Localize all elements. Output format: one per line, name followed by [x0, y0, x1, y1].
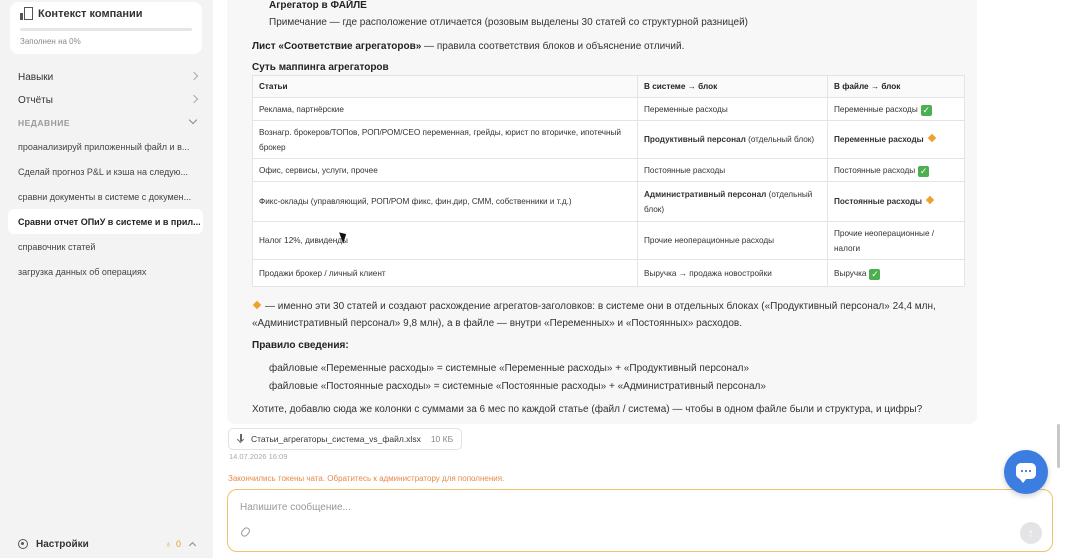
cell-system-text: (отдельный блок)	[644, 189, 813, 214]
cell-file-text: Переменные расходы	[834, 104, 918, 114]
recent-chat-item[interactable]: загрузка данных об операциях	[18, 266, 147, 277]
cell-system: Постоянные расходы	[638, 159, 828, 182]
column-header-file: В файле → блок	[828, 76, 965, 98]
scrollbar-thumb[interactable]	[1057, 424, 1060, 468]
recent-chat-item[interactable]: проанализируй приложенный файл и в...	[18, 141, 190, 152]
cell-article: Продажи брокер / личный клиент	[253, 260, 638, 287]
message-composer	[227, 489, 1053, 552]
building-icon	[20, 9, 31, 20]
support-chat-button[interactable]	[1004, 450, 1048, 494]
sheet-name: Лист «Соответствие агрегаторов»	[252, 41, 422, 52]
download-icon	[237, 434, 245, 444]
orange-diamond-icon	[253, 301, 261, 309]
cell-article: Фикс-оклады (управляющий, РОП/РОМ фикс, фин.дир, СММ, собственники и т.д.)	[253, 182, 638, 222]
recent-chat-item[interactable]: сравни документы в системе с докумен...	[18, 191, 192, 202]
table-header-row	[253, 76, 965, 98]
message-timestamp: 14.07.2026 16:09	[229, 452, 288, 461]
context-filled-text: Заполнен на 0%	[20, 37, 81, 46]
cell-file-text: Постоянные расходы	[834, 165, 916, 175]
sidebar-item-skills[interactable]	[0, 66, 213, 89]
orange-diamond-icon	[927, 134, 935, 142]
chevron-right-icon	[190, 95, 198, 103]
cell-file: Прочие неоперационные / налоги	[828, 222, 965, 260]
message-explanation	[252, 298, 967, 332]
chat-main	[213, 0, 1065, 558]
cell-system: Переменные расходы	[638, 98, 828, 121]
lightbulb-icon: ♁	[165, 539, 172, 549]
cell-system-bold: Административный персонал	[644, 189, 767, 199]
rule-line-variable: файловые «Переменные расходы» = системные «Переменные расходы» + «Продуктивный персонал»	[269, 363, 750, 374]
table-row	[253, 121, 965, 159]
chevron-down-icon	[189, 116, 197, 124]
cell-system-text: (отдельный блок)	[745, 135, 815, 144]
cell-file-text: Постоянные расходы	[834, 197, 923, 206]
attachment-download[interactable]	[228, 428, 462, 450]
gear-icon	[18, 539, 28, 549]
assistant-message	[227, 0, 977, 424]
settings-label: Настройки	[36, 538, 89, 550]
sidebar-item-reports[interactable]	[0, 89, 213, 112]
cell-file-text: Выручка	[834, 268, 867, 278]
chevron-up-icon	[189, 542, 196, 549]
table-row	[253, 182, 965, 222]
sidebar-item-label: Отчёты	[18, 95, 53, 106]
sidebar-nav	[0, 66, 213, 284]
recent-chat-item-active[interactable]: Сравни отчет ОПиУ в системе и в прил...	[8, 209, 203, 234]
recent-chat-item[interactable]: справочник статей	[18, 241, 96, 252]
cell-file	[828, 182, 965, 222]
recent-chat-item[interactable]: Сделай прогноз P&L и кэша на следую...	[18, 166, 189, 177]
column-header-system: В системе → блок	[638, 76, 828, 98]
cell-article: Налог 12%, дивиденды	[253, 222, 638, 260]
message-input[interactable]	[240, 499, 940, 515]
company-context-title	[20, 8, 192, 20]
cell-system-bold: Продуктивный персонал	[644, 135, 746, 144]
cell-file	[828, 121, 965, 159]
message-question: Хотите, добавлю сюда же колонки с суммами за 6 мес по каждой статье (файл / система) — чтобы в одном файле были и структура, и цифры?	[252, 404, 923, 415]
recent-section-header[interactable]	[0, 112, 213, 134]
company-context-label: Контекст компании	[38, 8, 143, 20]
send-button[interactable]: ↑	[1020, 522, 1042, 544]
cell-file	[828, 98, 965, 121]
cell-article: Вознагр. брокеров/ТОПов, РОП/РОМ/CEO переменная, грейды, юрист по вторичке, ипотечный брокер	[253, 121, 638, 159]
sidebar	[0, 0, 213, 558]
settings-button[interactable]	[18, 534, 198, 554]
sidebar-item-label: Навыки	[18, 72, 54, 83]
column-header-articles: Статьи	[253, 76, 638, 98]
message-aggregator-title: Агрегатор в ФАЙЛЕ	[269, 0, 367, 11]
settings-count-badge: 0	[176, 539, 182, 549]
table-row	[253, 98, 965, 121]
context-progress-bar	[20, 28, 192, 31]
message-note: Примечание — где расположение отличается (розовым выделены 30 статей со структурной разницей)	[269, 17, 749, 28]
attachment-size: 10 КБ	[430, 434, 454, 444]
mapping-heading: Суть маппинга агрегаторов	[252, 62, 389, 73]
table-row	[253, 222, 965, 260]
check-icon: ✓	[922, 104, 930, 115]
cell-file	[828, 260, 965, 287]
cell-article: Офис, сервисы, услуги, прочее	[253, 159, 638, 182]
check-icon: ✓	[919, 165, 928, 176]
check-icon: ✓	[871, 268, 879, 279]
cell-system	[638, 121, 828, 159]
attachment-name: Статьи_агрегаторы_система_vs_файл.xlsx	[251, 434, 421, 444]
token-warning: Закончились токены чата. Обратитесь к администратору для пополнения.	[228, 474, 505, 483]
explanation-text: — именно эти 30 статей и создают расхождение агрегатов-заголовков: в системе они в отдельных блоках («Продуктивный персонал» 24,4 млн, «Административный персонал» 9,8 млн), а в файле — внутри «Переменных» и «Постоянных» расходов.	[252, 301, 936, 329]
sheet-description: — правила соответствия блоков и объяснение отличий.	[421, 41, 685, 52]
rule-line-fixed: файловые «Постоянные расходы» = системные «Постоянные расходы» + «Административный персонал»	[269, 381, 766, 392]
cell-system: Прочие неоперационные расходы	[638, 222, 828, 260]
orange-diamond-icon	[926, 196, 934, 204]
chat-dots-icon	[1020, 470, 1032, 472]
cell-system: Выручка → продажа новостройки	[638, 260, 828, 287]
company-context-card[interactable]	[10, 2, 202, 54]
cell-system	[638, 182, 828, 222]
message-sheet-line	[252, 41, 684, 52]
cell-file	[828, 159, 965, 182]
rule-title: Правило сведения:	[252, 340, 349, 351]
cell-file-text: Переменные расходы	[834, 135, 924, 144]
recent-section-label: НЕДАВНИЕ	[18, 118, 71, 128]
cell-article: Реклама, партнёрские	[253, 98, 638, 121]
table-row	[253, 159, 965, 182]
chevron-right-icon	[190, 72, 198, 80]
mapping-table	[252, 75, 965, 287]
paperclip-icon[interactable]	[240, 526, 252, 538]
table-row	[253, 260, 965, 287]
